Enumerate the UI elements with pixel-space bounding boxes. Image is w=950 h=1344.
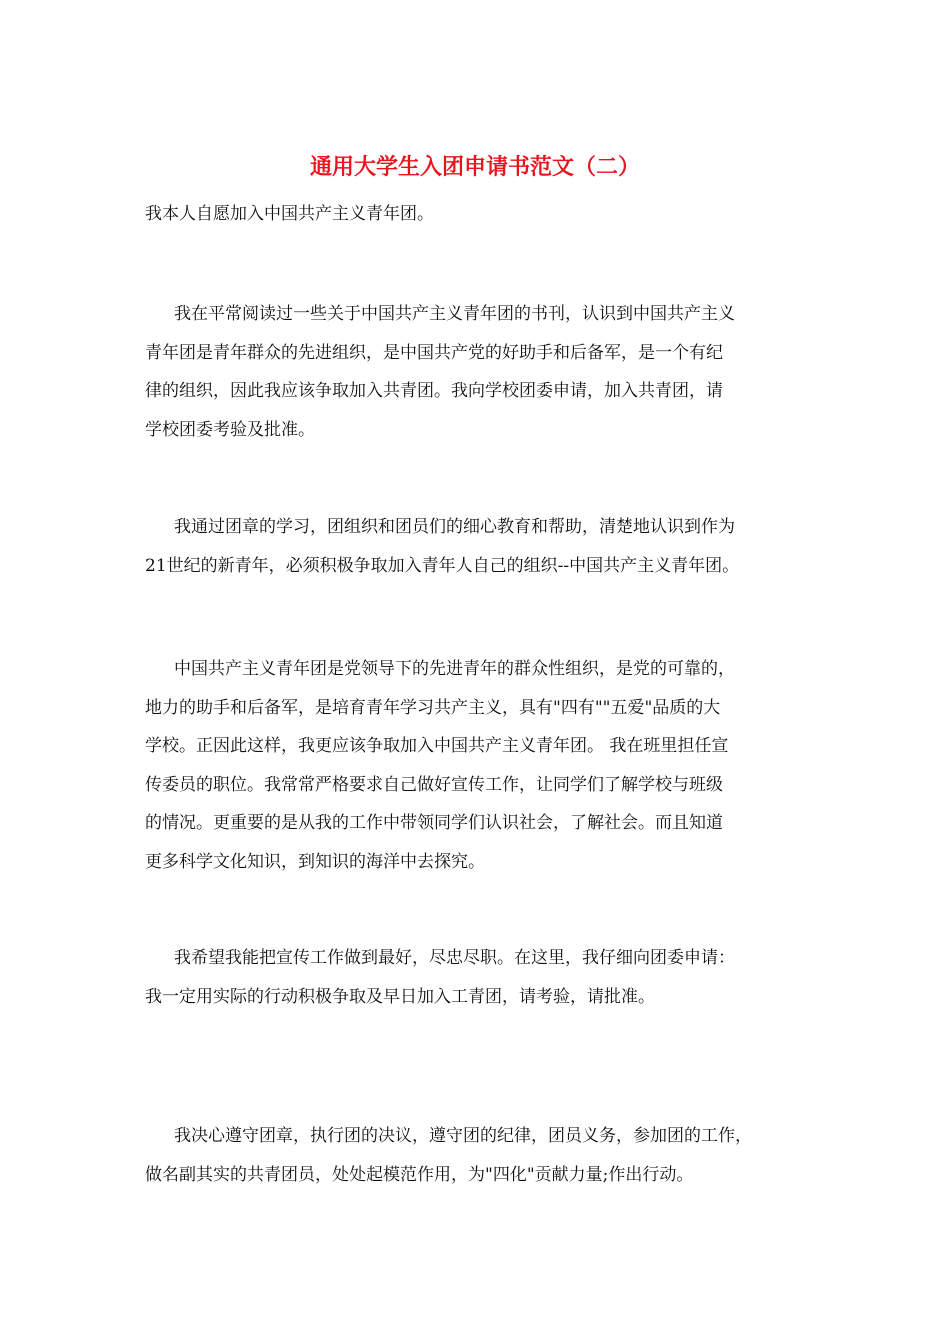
paragraph-line: 学校。正因此这样，我更应该争取加入中国共产主义青年团。 我在班里担任宣 bbox=[145, 736, 729, 756]
paragraph-3 bbox=[145, 508, 810, 585]
paragraph-line: 更多科学文化知识，到知识的海洋中去探究。 bbox=[145, 851, 485, 872]
paragraph-line: 地力的助手和后备军，是培育青年学习共产主义，具有"四有""五爱"品质的大 bbox=[145, 697, 721, 718]
paragraph-line: 21世纪的新青年，必须积极争取加入青年人自己的组织--中国共产主义青年团。 bbox=[145, 555, 740, 576]
paragraph-line: 我本人自愿加入中国共产主义青年团。 bbox=[145, 204, 434, 224]
paragraph-1 bbox=[145, 195, 810, 234]
paragraph-line: 做名副其实的共青团员，处处起模范作用，为"四化"贡献力量;作出行动。 bbox=[145, 1164, 694, 1185]
paragraph-line: 我决心遵守团章，执行团的决议，遵守团的纪律，团员义务，参加团的工作， bbox=[174, 1126, 752, 1146]
paragraph-line: 青年团是青年群众的先进组织，是中国共产党的好助手和后备军，是一个有纪 bbox=[145, 342, 723, 363]
paragraph-line: 传委员的职位。我常常严格要求自己做好宣传工作，让同学们了解学校与班级 bbox=[145, 774, 723, 795]
paragraph-line: 我希望我能把宣传工作做到最好，尽忠尽职。在这里，我仔细向团委申请： bbox=[174, 948, 735, 968]
paragraph-line: 我通过团章的学习，团组织和团员们的细心教育和帮助，清楚地认识到作为 bbox=[174, 517, 735, 537]
paragraph-line: 我一定用实际的行动积极争取及早日加入工青团，请考验，请批准。 bbox=[145, 986, 655, 1007]
paragraph-5 bbox=[145, 939, 810, 1016]
document-title: 通用大学生入团申请书范文（二） bbox=[309, 154, 640, 180]
paragraph-line: 学校团委考验及批准。 bbox=[145, 419, 315, 440]
paragraph-2 bbox=[145, 295, 810, 449]
paragraph-line: 律的组织，因此我应该争取加入共青团。我向学校团委申请，加入共青团，请 bbox=[145, 381, 723, 401]
paragraph-line: 我在平常阅读过一些关于中国共产主义青年团的书刊，认识到中国共产主义 bbox=[174, 304, 735, 324]
paragraph-6 bbox=[145, 1117, 810, 1194]
paragraph-line: 的情况。更重要的是从我的工作中带领同学们认识社会，了解社会。而且知道 bbox=[145, 813, 723, 833]
paragraph-4 bbox=[145, 650, 810, 881]
paragraph-line: 中国共产主义青年团是党领导下的先进青年的群众性组织，是党的可靠的， bbox=[174, 659, 735, 679]
